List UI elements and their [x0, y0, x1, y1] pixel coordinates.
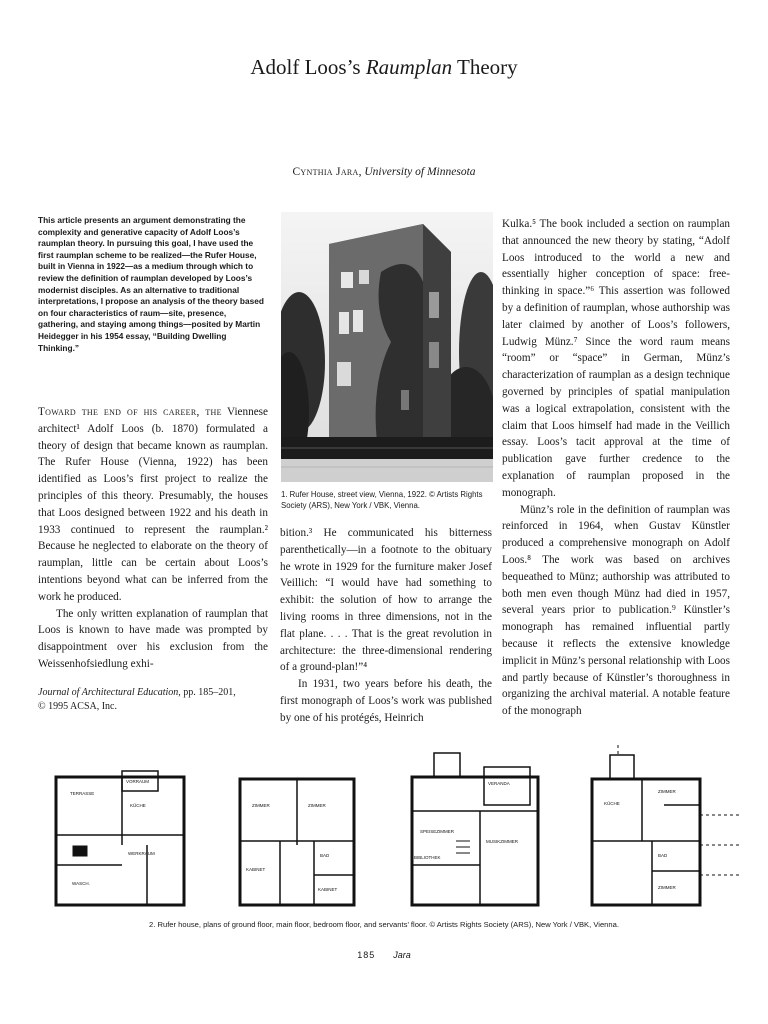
plan-label: ZIMMER	[252, 803, 270, 808]
paragraph: bition.³ He communicated his bitterness parenthetically—in a footnote to the obituary he wrote in 1929 for the furniture maker Josef Veillich: “I would have had something to exhibit: the solution of how to arrange the living rooms in three dimensions, not in the flat plane. . . . That is the great revolution in architecture: the three-dimensional rendering of a ground-plan!”⁴	[280, 527, 492, 674]
title-italic: Raumplan	[365, 55, 453, 79]
rufer-house-photo	[281, 212, 493, 482]
paragraph: In 1931, two years before his death, the first monograph of Loos’s work was published by one of his protégés, Heinrich	[280, 678, 492, 724]
plan-label: BAD	[320, 853, 330, 858]
article-title	[0, 55, 768, 80]
figure-2-caption: 2. Rufer house, plans of ground floor, main floor, bedroom floor, and servants’ floor. © Artists Rights Society (ARS), New York / VBK, Vienna.	[149, 920, 619, 929]
journal-citation	[38, 686, 268, 713]
figure-1-caption: 1. Rufer House, street view, Vienna, 1922. © Artists Rights Society (ARS), New York / VBK, Vienna.	[281, 490, 483, 510]
author-affiliation: University of Minnesota	[364, 166, 476, 178]
plan-label: MUSIKZIMMER	[486, 839, 518, 844]
paragraph: Toward the end of his career, the Viennese architect¹ Adolf Loos (b. 1870) formulated a theory of design that became known as raumplan. The Rufer House (Vienna, 1922) has been identified as Loos’s first project to realize the principles of this theory. Presumably, the houses that Loos designed between 1922 and his death in 1933 continued to represent the raumplan.² Because he neglected to elaborate on the theory of raumplan, little can be certain about Loos’s intentions beyond what can be inferred from the work he produced.	[38, 406, 268, 603]
plan-label: WASCH.	[72, 881, 90, 886]
plan-label: KABINET	[246, 867, 266, 872]
author-line: Cynthia Jara, University of Minnesota	[292, 166, 476, 178]
title-prefix: Adolf Loos’s	[250, 55, 366, 79]
plan-label: VORRAUM	[126, 779, 150, 784]
body-column-1	[38, 404, 268, 673]
plan-label: ZIMMER	[658, 789, 676, 794]
plan-label: ZIMMER	[658, 885, 676, 890]
plan-label: SPEISEZIMMER	[420, 829, 455, 834]
author-name: Cynthia Jara	[292, 166, 359, 178]
plan-label: WERKRAUM	[128, 851, 155, 856]
body-column-3	[502, 216, 730, 720]
paragraph: The only written explanation of raumplan that Loos is known to have made was prompted by disappointment over his exclusion from the Weissenhofsiedlung exhi-	[38, 607, 268, 670]
journal-pages: , pp. 185–201,	[178, 687, 236, 698]
page-number: 185	[357, 950, 376, 960]
paragraph: Münz’s role in the definition of raumplan was reinforced in 1964, when Gustav Künstler produced a comprehensive monograph on Adolf Loos.⁸ The work was based on archives bequeathed to Münz; authorship was attributed to both men even though Münz had died in 1957, several years prior to publication.⁹ Künstler’s monograph has remained influential partly because it reflects the extensive knowledge implicit in Münz’s personal relationship with Loos and partly because of Künstler’s thoroughness in organizing the archival material. A notable feature of the monograph	[502, 503, 730, 718]
body-column-2	[280, 525, 492, 727]
page-footer	[0, 950, 768, 960]
plan-label: KÜCHE	[130, 803, 146, 808]
plan-servants-floor	[592, 755, 700, 905]
plan-label: KÜCHE	[604, 801, 620, 806]
running-head: Jara	[393, 950, 411, 960]
floor-plans-figure	[52, 745, 742, 915]
lead-in: Toward the end of his career, the	[38, 406, 222, 418]
journal-copyright: © 1995 ACSA, Inc.	[38, 700, 117, 712]
plan-label: BAD	[658, 853, 668, 858]
plan-label: BIBLIOTHEK	[414, 855, 441, 860]
plan-label: TERRASSE	[70, 791, 95, 796]
plan-label: ZIMMER	[308, 803, 326, 808]
journal-name: Journal of Architectural Education	[38, 687, 179, 698]
paragraph: Kulka.⁵ The book included a section on raumplan that announced the new theory by stating, “Adolf Loos introduced to the world a new and essentially higher conception of space: free-thinking in space.”⁶ This assertion was followed by a definition of raumplan, whose authorship was later claimed by another of Loos’s followers, Ludwig Münz.⁷ Since the word raum means “room” or “space” in German, Münz’s characterization of raumplan as a design technique governed by principles of spatial manipulation was a logical extrapolation, consistent with the claim that Loos himself had made in the Veillich essay. Loos’s tacit approval at the time of publication gave further credence to the explanation of raumplan proposed in the monograph.	[502, 218, 730, 499]
plan-label: VERANDA	[488, 781, 510, 786]
plan-label: KABINET	[318, 887, 338, 892]
abstract: This article presents an argument demonstrating the complexity and generative capacity of Adolf Loos’s raumplan theory. In pursuing this goal, I have used the first raumplan scheme to be realized—the Rufer House, built in Vienna in 1922—as a medium through which to review the definition of raumplan developed by Loos’s modernist disciples. As an alternative to traditional interpretations, I propose an analysis of the theory based on four characteristics of raum—site, presence, gathering, and staying among things—posited by Martin Heidegger in his 1954 essay, “Building Dwelling Thinking.”	[38, 215, 264, 353]
title-suffix: Theory	[452, 55, 518, 79]
